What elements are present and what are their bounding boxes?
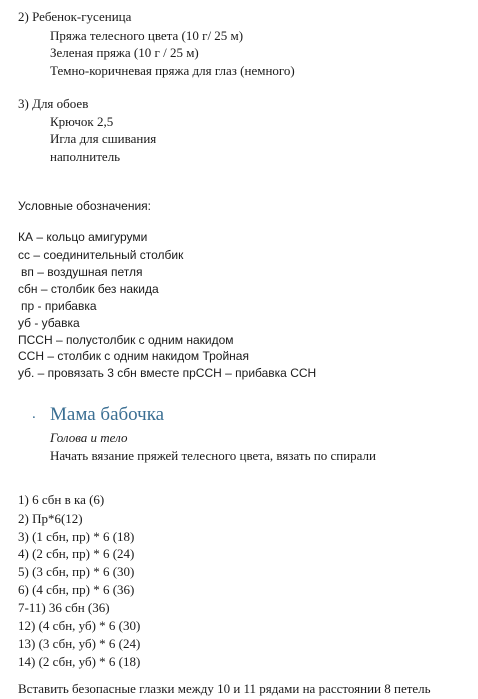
section-subtitle: Голова и тело [50, 430, 128, 445]
legend-item: ССН – столбик с одним накидом Тройная [18, 349, 249, 363]
section3-title: 3) Для обоев [18, 96, 89, 111]
pattern-row: 7-11) 36 сбн (36) [18, 600, 110, 615]
section-heading: Мама бабочка [50, 404, 165, 425]
legend-item: сбн – столбик без накида [18, 282, 159, 296]
pattern-row: 14) (2 сбн, уб) * 6 (18) [18, 654, 141, 669]
legend-item: ПССН – полустолбик с одним накидом [18, 333, 234, 347]
pattern-row: 4) (2 сбн, пр) * 6 (24) [18, 546, 135, 561]
legend-title: Условные обозначения: [18, 199, 151, 213]
section2-item: Зеленая пряжа (10 г / 25 м) [50, 45, 199, 60]
legend-item: пр - прибавка [21, 299, 97, 313]
legend-item: КА – кольцо амигуруми [18, 230, 148, 244]
footer-note: Вставить безопасные глазки между 10 и 11 рядами на расстоянии 8 петель [18, 681, 431, 696]
section2-title: 2) Ребенок-гусеница [18, 9, 132, 24]
pattern-row: 1) 6 сбн в ка (6) [18, 492, 105, 507]
intro-text: Начать вязание пряжей телесного цвета, вязать по спирали [50, 448, 376, 463]
pattern-row: 5) (3 сбн, пр) * 6 (30) [18, 564, 135, 579]
pattern-row: 6) (4 сбн, пр) * 6 (36) [18, 582, 135, 597]
section3-item: Игла для сшивания [50, 131, 157, 146]
section3-item: наполнитель [50, 149, 121, 164]
heading-bullet: . [32, 406, 36, 422]
section2-item: Пряжа телесного цвета (10 г/ 25 м) [50, 28, 244, 43]
legend-item: вп – воздушная петля [21, 265, 143, 279]
pattern-row: 13) (3 сбн, уб) * 6 (24) [18, 636, 141, 651]
legend-item: уб - убавка [18, 316, 80, 330]
legend-item: сс – соединительный столбик [18, 248, 184, 262]
section2-item: Темно-коричневая пряжа для глаз (немного) [50, 63, 295, 78]
legend-item: уб. – провязать 3 сбн вместе прССН – прибавка ССН [18, 366, 317, 380]
pattern-row: 12) (4 сбн, уб) * 6 (30) [18, 618, 141, 633]
section3-item: Крючок 2,5 [50, 114, 114, 129]
pattern-row: 3) (1 сбн, пр) * 6 (18) [18, 529, 135, 544]
pattern-row: 2) Пр*6(12) [18, 511, 83, 526]
